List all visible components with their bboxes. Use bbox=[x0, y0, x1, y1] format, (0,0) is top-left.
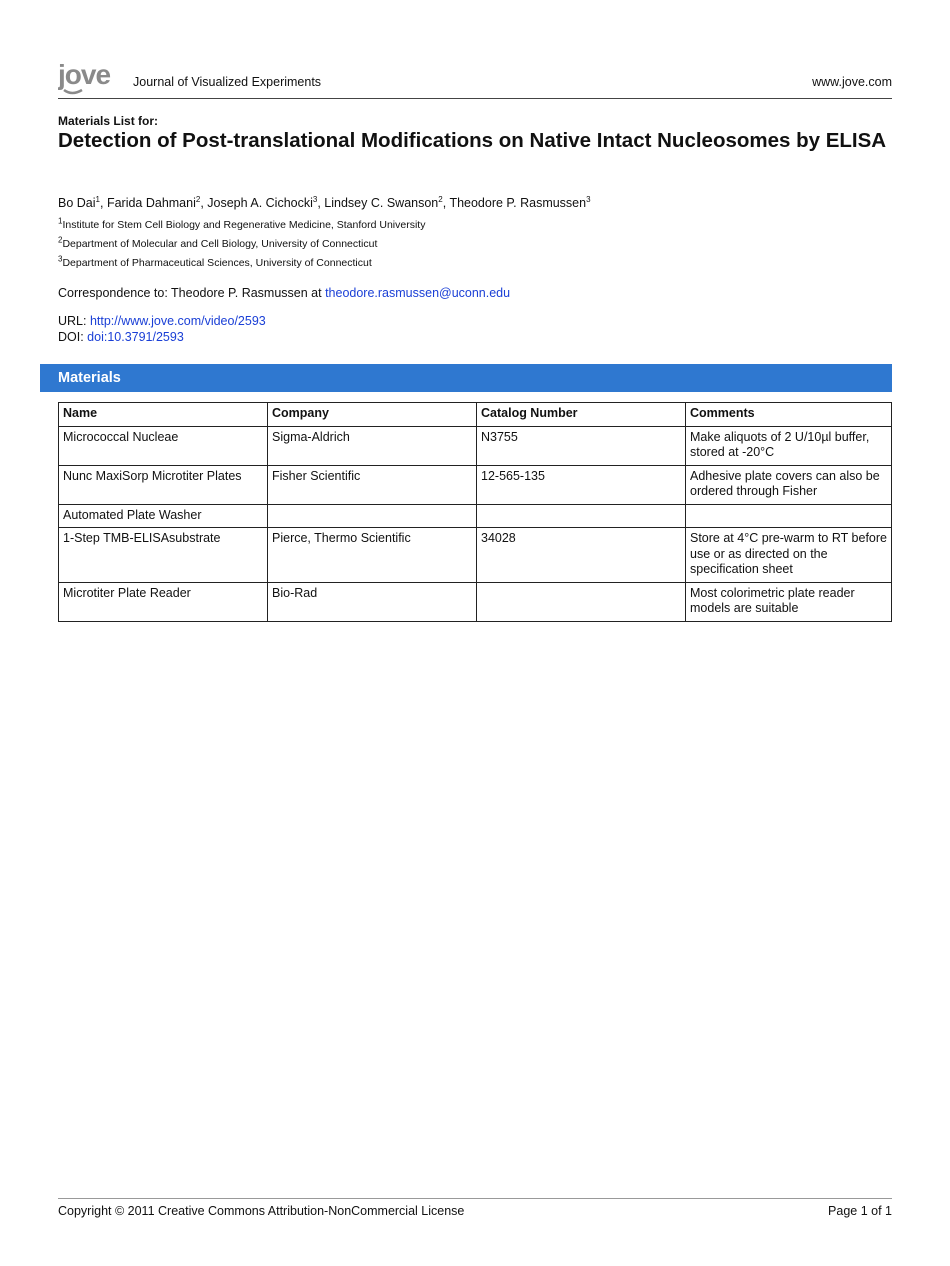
cell-catalog-number: 34028 bbox=[477, 528, 686, 583]
author-affiliation-ref: 3 bbox=[312, 194, 318, 204]
correspondence bbox=[58, 286, 510, 300]
column-header-catalog-number: Catalog Number bbox=[477, 403, 686, 427]
url-link[interactable]: http://www.jove.com/video/2593 bbox=[89, 314, 266, 328]
correspondence-email-link[interactable]: theodore.rasmussen@uconn.edu bbox=[325, 286, 511, 300]
jove-logo bbox=[58, 60, 126, 96]
cell-catalog-number: 12-565-135 bbox=[477, 465, 686, 504]
cell-company bbox=[268, 504, 477, 528]
cell-catalog-number bbox=[477, 582, 686, 621]
cell-company: Sigma-Aldrich bbox=[268, 426, 477, 465]
table-row bbox=[59, 504, 892, 528]
cell-name: Microtiter Plate Reader bbox=[59, 582, 268, 621]
column-header-comments: Comments bbox=[686, 403, 892, 427]
doi-link[interactable]: doi:10.3791/2593 bbox=[87, 330, 184, 344]
materials-list-kicker: Materials List for: bbox=[58, 114, 159, 128]
author-name: Theodore P. Rasmussen bbox=[449, 196, 587, 210]
affiliation-number: 2 bbox=[58, 235, 63, 245]
affiliation bbox=[58, 254, 372, 269]
cell-comments: Make aliquots of 2 U/10µl buffer, stored at -20°C bbox=[686, 426, 892, 465]
affiliation-number: 1 bbox=[58, 216, 63, 226]
cell-comments bbox=[686, 504, 892, 528]
cell-name: 1-Step TMB-ELISAsubstrate bbox=[59, 528, 268, 583]
table-header-row bbox=[59, 403, 892, 427]
author-separator: , bbox=[99, 196, 107, 210]
doi-label: DOI: bbox=[58, 330, 88, 344]
author-name: Farida Dahmani bbox=[106, 196, 196, 210]
logo-swoosh bbox=[64, 90, 82, 93]
correspondence-label: Correspondence to: Theodore P. Rasmussen at bbox=[58, 286, 326, 300]
affiliation bbox=[58, 235, 378, 250]
author-separator: , bbox=[317, 196, 325, 210]
cell-catalog-number bbox=[477, 504, 686, 528]
table-row bbox=[59, 465, 892, 504]
cell-name: Nunc MaxiSorp Microtiter Plates bbox=[59, 465, 268, 504]
author-name: Joseph A. Cichocki bbox=[207, 196, 313, 210]
affiliation bbox=[58, 216, 426, 231]
cell-name: Micrococcal Nucleae bbox=[59, 426, 268, 465]
page-number: Page 1 of 1 bbox=[828, 1204, 892, 1218]
author-separator: , bbox=[200, 196, 208, 210]
cell-catalog-number: N3755 bbox=[477, 426, 686, 465]
author-separator: , bbox=[442, 196, 450, 210]
materials-table bbox=[58, 402, 892, 622]
column-header-company: Company bbox=[268, 403, 477, 427]
affiliation-number: 3 bbox=[58, 254, 63, 264]
cell-name: Automated Plate Washer bbox=[59, 504, 268, 528]
author-name: Bo Dai bbox=[58, 196, 96, 210]
site-link[interactable]: www.jove.com bbox=[812, 75, 892, 89]
article-doi bbox=[58, 330, 184, 344]
cell-company: Bio-Rad bbox=[268, 582, 477, 621]
author-name: Lindsey C. Swanson bbox=[324, 196, 439, 210]
cell-comments: Adhesive plate covers can also be ordered through Fisher bbox=[686, 465, 892, 504]
page bbox=[58, 0, 892, 1266]
page-header bbox=[58, 58, 892, 99]
author-affiliation-ref: 2 bbox=[438, 194, 443, 204]
page-footer bbox=[58, 1198, 892, 1218]
affiliation-text: Department of Pharmaceutical Sciences, University of Connecticut bbox=[62, 257, 372, 269]
cell-company: Pierce, Thermo Scientific bbox=[268, 528, 477, 583]
author-list bbox=[58, 196, 591, 210]
copyright-notice: Copyright © 2011 Creative Commons Attribution-NonCommercial License bbox=[58, 1204, 465, 1218]
table-row bbox=[59, 528, 892, 583]
column-header-name: Name bbox=[59, 403, 268, 427]
table-row bbox=[59, 582, 892, 621]
cell-comments: Store at 4°C pre-warm to RT before use or as directed on the specification sheet bbox=[686, 528, 892, 583]
cell-comments: Most colorimetric plate reader models are suitable bbox=[686, 582, 892, 621]
logo-text: jove bbox=[58, 60, 111, 90]
cell-company: Fisher Scientific bbox=[268, 465, 477, 504]
author-affiliation-ref: 2 bbox=[195, 194, 201, 204]
section-header-materials: Materials bbox=[40, 364, 892, 392]
article-url bbox=[58, 314, 266, 328]
journal-name: Journal of Visualized Experiments bbox=[133, 75, 322, 89]
url-label: URL: bbox=[58, 314, 90, 328]
affiliation-text: Department of Molecular and Cell Biology, University of Connecticut bbox=[62, 238, 378, 250]
author-affiliation-ref: 3 bbox=[586, 194, 591, 204]
article-title: Detection of Post-translational Modifications on Native Intact Nucleosomes by ELISA bbox=[58, 129, 887, 152]
author-affiliation-ref: 1 bbox=[95, 194, 100, 204]
table-row bbox=[59, 426, 892, 465]
affiliation-text: Institute for Stem Cell Biology and Regenerative Medicine, Stanford University bbox=[62, 219, 426, 231]
